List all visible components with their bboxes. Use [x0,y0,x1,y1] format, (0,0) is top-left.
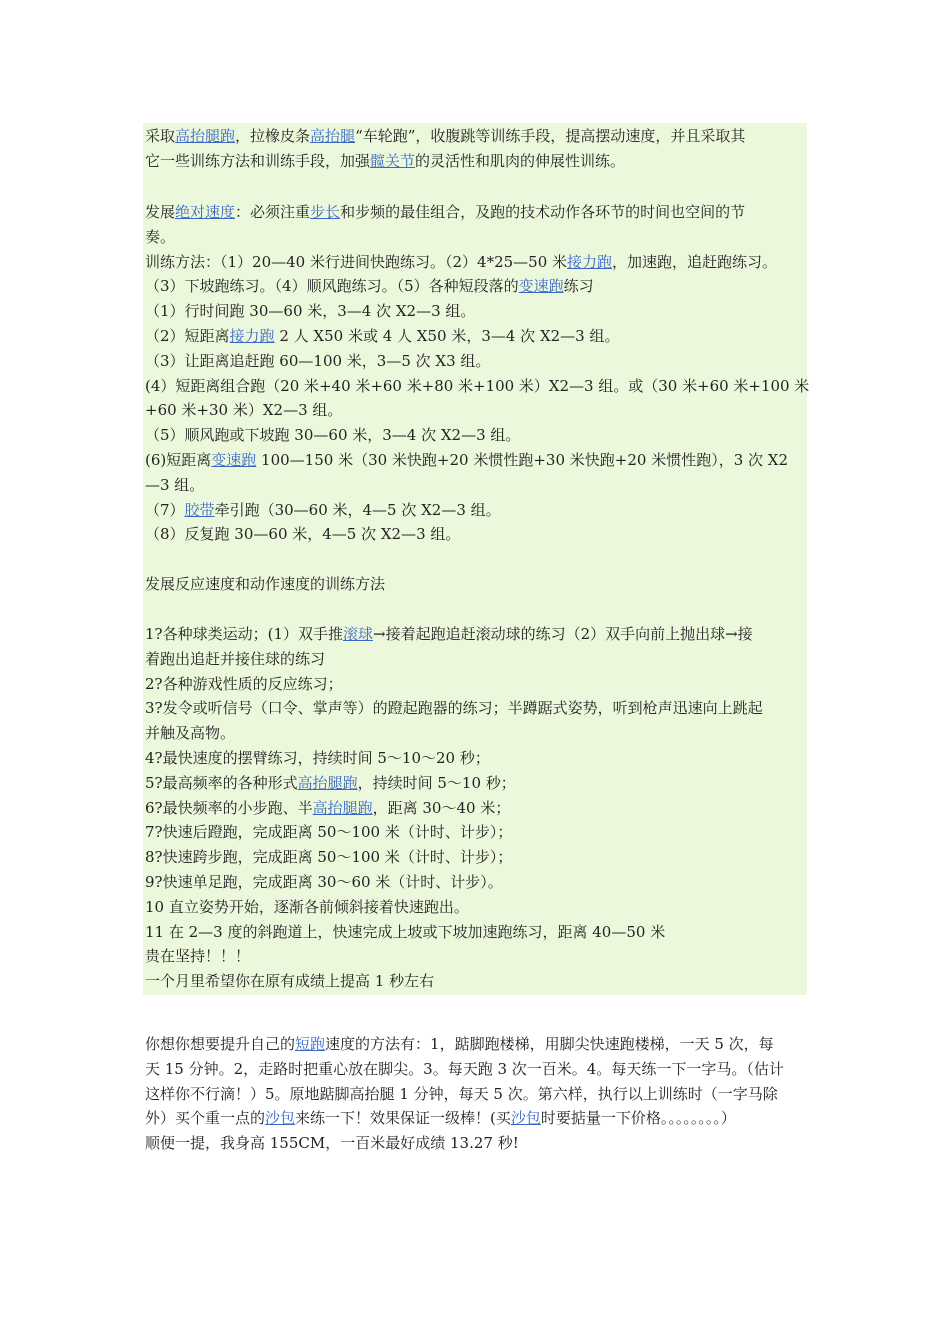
section4-line [145,971,809,991]
text-run: 牵引跑（30—60 米，4—5 次 X2—3 组。 [214,500,501,519]
section2-line [145,252,809,272]
text-run: 速度的方法有：1，踮脚跑楼梯，用脚尖快速跑楼梯，一天 5 次，每 [325,1035,774,1053]
text-run: 5?最高频率的各种形式 [145,773,298,792]
text-run: 发展 [145,203,176,221]
section1-line [145,126,809,146]
keyword-link[interactable]: 步长 [310,203,341,221]
text-run: 发展反应速度和动作速度的训练方法 [145,575,386,593]
keyword-link[interactable]: 高抬腿跑 [312,798,373,817]
keyword-link[interactable]: 沙包 [510,1109,541,1128]
section5-line [145,1059,809,1079]
text-run: 2 人 X50 米或 4 人 X50 米，3—4 次 X2—3 组。 [274,327,620,345]
text-run: 着跑出追赶并接住球的练习 [145,649,326,668]
text-run: ：必须注重 [235,203,311,221]
text-run: 1?各种球类运动；(1）双手推 [145,625,343,643]
text-run: 顺便一提，我身高 155CM，一百米最好成绩 13.27 秒! [145,1134,519,1153]
text-run: 贵在坚持！！！ [145,947,251,966]
section5-line [145,1084,809,1104]
keyword-link[interactable]: 变速跑 [518,277,564,296]
text-run: 8?快速跨步跑，完成距离 50～100 米（计时、计步）； [145,848,513,867]
text-run: ，加速跑，追赶跑练习。 [612,252,778,271]
text-run: 采取 [145,127,176,145]
section2-line [145,376,808,396]
section4-line [145,723,809,743]
keyword-link[interactable]: 接力跑 [229,327,275,345]
section4-line [145,798,809,818]
section5-line [145,1133,809,1153]
keyword-link[interactable]: 绝对速度 [175,203,236,221]
text-run: 2?各种游戏性质的反应练习； [145,674,343,693]
section5-line [145,1108,809,1128]
text-run: 6?最快频率的小步跑、半 [145,798,313,817]
keyword-link[interactable]: 滚球 [342,625,373,643]
section4-line [145,748,809,768]
section4-line [145,946,809,966]
keyword-link[interactable]: 高抬腿跑 [175,127,236,145]
section2-line [145,475,809,495]
section2-line [145,524,809,544]
text-run: ，持续时间 5～10 秒； [357,773,516,792]
section2-line [145,425,809,445]
section2-line [145,326,809,346]
text-run: 9?快速单足跑，完成距离 30～60 米（计时、计步）。 [145,873,503,891]
section1-line [145,151,809,171]
text-run: （2）短距离 [145,327,230,345]
section2-line [145,227,809,247]
keyword-link[interactable]: 短跑 [295,1035,326,1053]
keyword-link[interactable]: 变速跑 [211,451,257,469]
text-run: 练习 [563,277,594,296]
text-run: “车轮跑”，收腹跳等训练手段，提高摆动速度，并且采取其 [355,127,746,145]
section4-line [145,649,809,669]
text-run: 和步频的最佳组合，及跑的技术动作各环节的时间也空间的节 [340,203,746,221]
text-run: →接着起跑追赶滚动球的练习（2）双手向前上抛出球→接 [373,625,753,643]
section2-line [145,301,809,321]
text-run: （1）行时间跑 30—60 米，3—4 次 X2—3 组。 [145,302,476,321]
text-run: 并触及高物。 [145,724,236,743]
section4-line [145,922,809,942]
section4-line [145,822,809,842]
text-run: 11 在 2—3 度的斜跑道上，快速完成上坡或下坡加速跑练习，距离 40—50 米 [145,922,666,941]
section3-line [145,574,809,594]
text-run: （3）下坡跑练习。（4）顺风跑练习。（5）各种短段落的 [145,277,519,296]
section2-line [145,202,809,222]
keyword-link[interactable]: 高抬腿 [310,127,356,145]
section2-line [145,276,809,296]
text-run: ，拉橡皮条 [235,127,311,145]
text-run: 时要掂量一下价格。。。。。。。。） [540,1109,736,1128]
section5-line [145,1034,809,1054]
text-run: （8）反复跑 30—60 米，4—5 次 X2—3 组。 [145,525,461,544]
section4-line [145,773,809,793]
text-run: 3?发令或听信号（口令、掌声等）的蹬起跑器的练习；半蹲踞式姿势，听到枪声迅速向上跳起 [145,699,763,718]
text-run: （7） [145,500,185,519]
text-run: 外）买个重一点的 [145,1109,266,1128]
text-run: 奏。 [145,227,176,246]
text-run: 训练方法：（1）20—40 米行进间快跑练习。（2）4*25—50 米 [145,252,568,271]
text-run: 的灵活性和肌肉的伸展性训练。 [415,151,626,170]
section4-line [145,847,809,867]
section4-line [145,897,809,917]
text-run: 这样你不行滴！）5。原地踮脚高抬腿 1 分钟，每天 5 次。第六样，执行以上训练时（一字马除 [145,1084,778,1103]
text-run: 一个月里希望你在原有成绩上提高 1 秒左右 [145,972,435,991]
keyword-link[interactable]: 沙包 [265,1109,296,1128]
section4-line [145,674,809,694]
section2-line [145,450,809,470]
section2-line [145,500,809,520]
text-run: 来练一下！效果保证一级棒！(买 [295,1109,511,1128]
text-run: 7?快速后蹬跑，完成距离 50～100 米（计时、计步）； [145,823,513,842]
text-run: —3 组。 [145,475,205,494]
section4-line [145,698,809,718]
keyword-link[interactable]: 胶带 [184,500,215,519]
text-run: ，距离 30～40 米； [372,798,511,817]
keyword-link[interactable]: 接力跑 [567,252,613,271]
text-run: (4）短距离组合跑（20 米+40 米+60 米+80 米+100 米）X2—3 组。或（30 米+60 米+100 米 [145,376,810,395]
text-run: （5）顺风跑或下坡跑 30—60 米，3—4 次 X2—3 组。 [145,426,521,445]
section4-line [145,624,809,644]
text-run: （3）让距离追赶跑 60—100 米，3—5 次 X3 组。 [145,351,491,370]
text-run: 它一些训练方法和训练手段，加强 [145,151,371,170]
text-run: (6)短距离 [145,451,212,469]
text-run: 100—150 米（30 米快跑+20 米惯性跑+30 米快跑+20 米惯性跑），3 次 X2 [256,451,788,469]
text-run: 4?最快速度的摆臂练习，持续时间 5～10～20 秒； [145,749,490,767]
text-run: 你想你想要提升自己的 [145,1035,296,1053]
section2-line [145,400,809,420]
section2-line [145,351,809,371]
text-run: +60 米+30 米）X2—3 组。 [145,401,343,420]
text-run: 天 15 分钟。2，走路时把重心放在脚尖。3。每天跑 3 次一百米。4。每天练一下一字马。（估计 [145,1059,784,1078]
text-run: 10 直立姿势开始，逐渐各前倾斜接着快速跑出。 [145,897,469,916]
keyword-link[interactable]: 髋关节 [370,151,416,170]
keyword-link[interactable]: 高抬腿跑 [297,773,358,792]
section4-line [145,872,809,892]
